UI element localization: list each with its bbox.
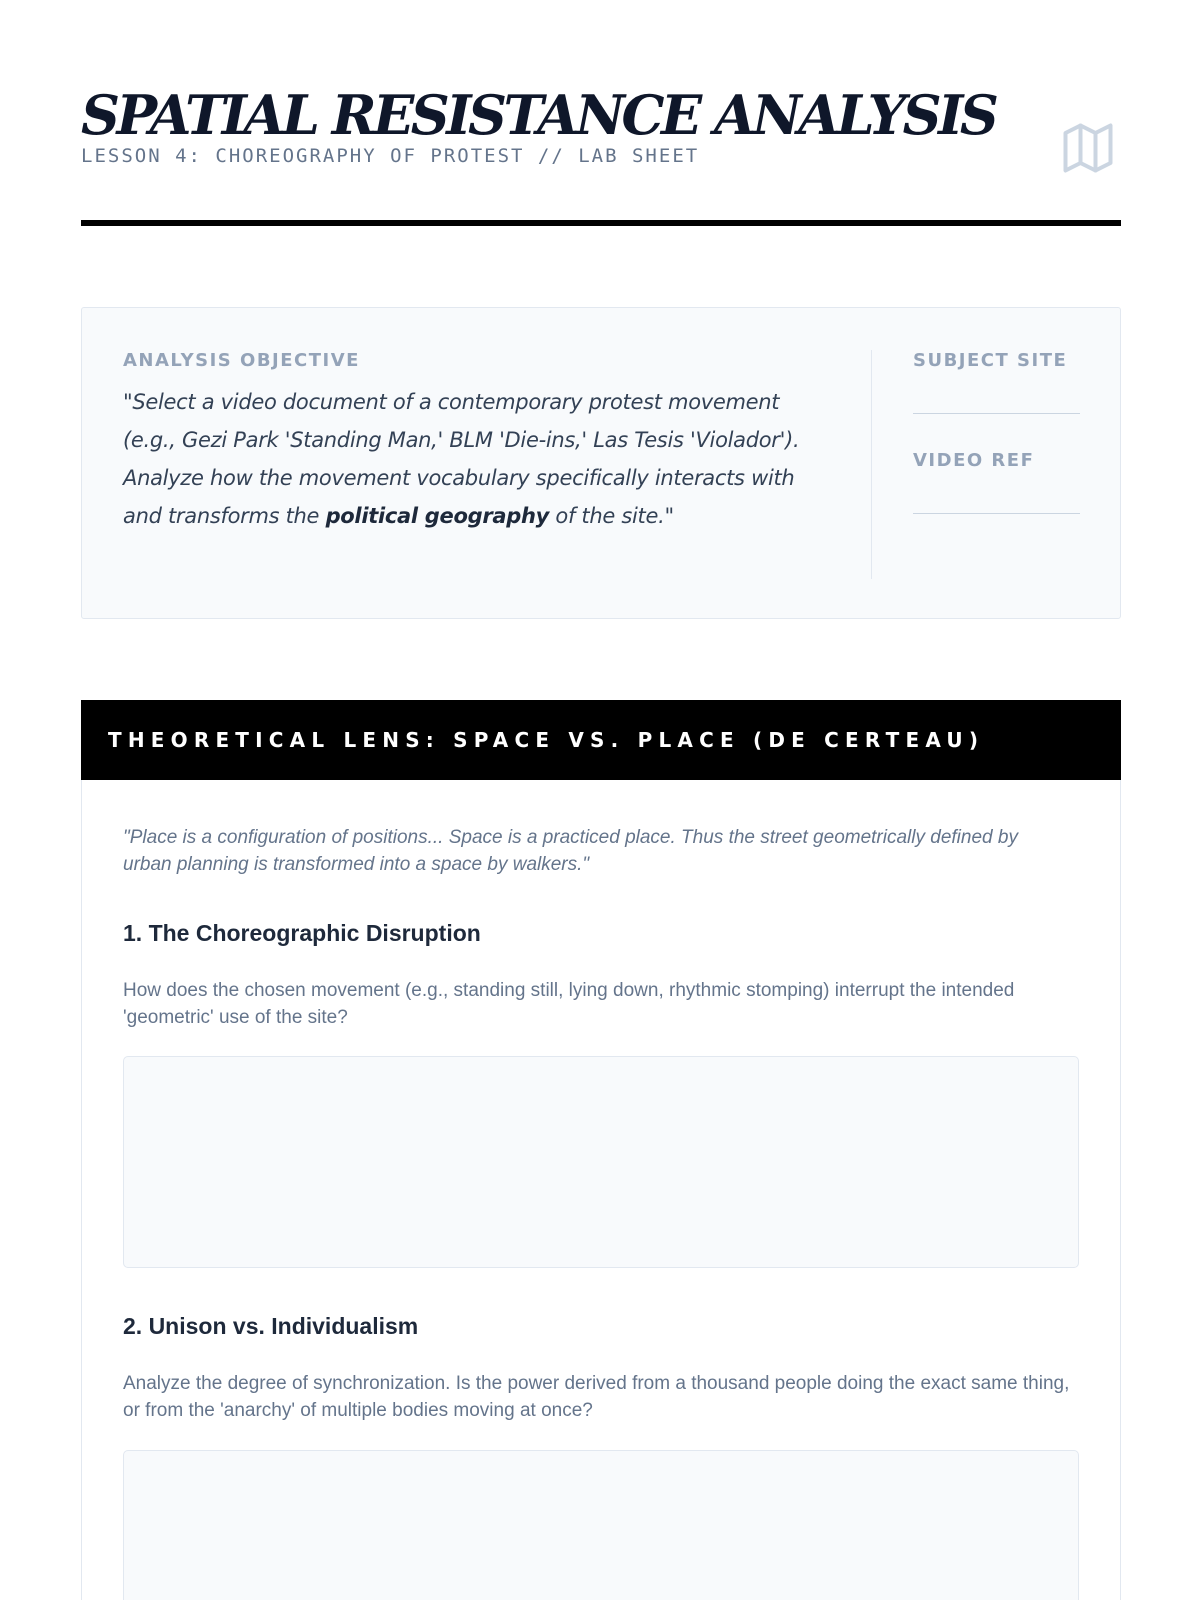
subject-site-field[interactable] <box>913 413 1080 414</box>
map-icon <box>1058 118 1118 178</box>
video-ref-label: VIDEO REF <box>913 450 1035 471</box>
header-rule <box>81 220 1121 226</box>
objective-panel <box>81 307 1121 619</box>
question-1-prompt: How does the chosen movement (e.g., standing still, lying down, rhythmic stomping) interrupt the intended 'geometric' use of the site? <box>123 980 1015 1028</box>
video-ref-field[interactable] <box>913 513 1080 514</box>
objective-text <box>123 383 833 535</box>
page-title: SPATIAL RESISTANCE ANALYSIS <box>81 83 996 147</box>
objective-text-end: of the site." <box>549 504 674 528</box>
question-2-prompt: Analyze the degree of synchronization. Is the power derived from a thousand people doing the exact same thing, or from the 'anarchy' of multiple bodies moving at once? <box>123 1373 1070 1421</box>
page-header <box>81 80 1121 167</box>
objective-section <box>123 350 833 535</box>
objective-label: ANALYSIS OBJECTIVE <box>123 350 360 371</box>
objective-text-start: "Select a video document of a contemporary protest movement (e.g., Gezi Park 'Standing Man,' BLM 'Die-ins,' Las Tesis 'Violador'). Analyze how the movement vocabulary specifically interacts with and transforms the <box>123 390 800 528</box>
subject-site-label: SUBJECT SITE <box>913 350 1068 371</box>
lens-section <box>81 780 1121 1600</box>
lens-header: THEORETICAL LENS: SPACE VS. PLACE (DE CERTEAU) <box>81 700 1121 780</box>
site-fields <box>913 350 1080 550</box>
question-1-answer[interactable] <box>123 1056 1079 1268</box>
objective-divider <box>871 350 872 579</box>
question-1-title: 1. The Choreographic Disruption <box>123 920 481 946</box>
question-2-answer[interactable] <box>123 1450 1079 1600</box>
question-2-title: 2. Unison vs. Individualism <box>123 1313 419 1339</box>
objective-text-emphasis: political geography <box>325 504 550 528</box>
lens-quote: "Place is a configuration of positions... Space is a practiced place. Thus the street geometrically defined by urban planning is transformed into a space by walkers." <box>123 827 1018 875</box>
page-subtitle: LESSON 4: CHOREOGRAPHY OF PROTEST // LAB SHEET <box>81 145 700 167</box>
